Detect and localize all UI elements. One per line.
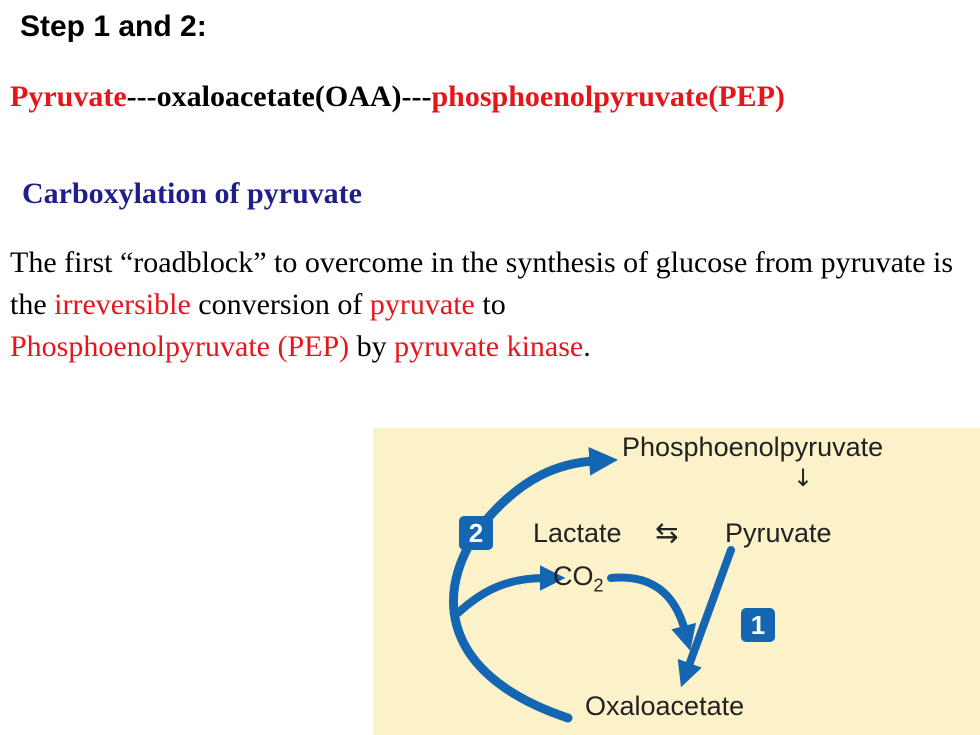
equilibrium-arrows-icon: ⇆	[655, 516, 679, 549]
label-co2	[553, 561, 604, 596]
step1-arrow	[688, 550, 731, 668]
co2-curve-arrow	[611, 577, 685, 631]
para-text-5: .	[583, 330, 591, 363]
co2-subscript: 2	[593, 575, 604, 596]
label-lactate: Lactate	[533, 518, 622, 548]
step1-badge: 1	[741, 608, 775, 642]
para-text-1: The first “roadblock” to overcome in the synthesis of glucose from pyruvate is the	[10, 246, 954, 321]
co2-branch-arrow	[458, 578, 545, 613]
down-arrow-icon: ↓	[793, 464, 814, 492]
diagram-arrows	[373, 428, 980, 735]
page-heading: Step 1 and 2:	[20, 10, 207, 43]
label-oxaloacetate: Oxaloacetate	[585, 691, 745, 721]
subtitle-pep: phosphoenolpyruvate(PEP)	[431, 80, 785, 113]
section-title: Carboxylation of pyruvate	[22, 177, 362, 210]
para-text-4: by	[349, 330, 395, 363]
para-irreversible: irreversible	[54, 288, 191, 321]
para-pyruvate-kinase: pyruvate kinase	[394, 330, 584, 363]
step2-badge: 2	[459, 516, 493, 550]
para-text-3: to	[474, 288, 506, 321]
subtitle-pyruvate: Pyruvate	[10, 80, 127, 113]
label-pep: Phosphoenolpyruvate	[622, 432, 884, 462]
gluconeogenesis-diagram	[373, 428, 980, 735]
pathway-subtitle	[10, 80, 785, 114]
para-text-2: conversion of	[190, 288, 370, 321]
body-paragraph	[10, 242, 975, 368]
subtitle-oaa: ---oxaloacetate(OAA)---	[126, 80, 432, 113]
para-pep: Phosphoenolpyruvate (PEP)	[10, 330, 350, 363]
para-pyruvate: pyruvate	[369, 288, 475, 321]
label-pyruvate: Pyruvate	[725, 518, 832, 548]
co2-text: CO	[553, 561, 594, 591]
